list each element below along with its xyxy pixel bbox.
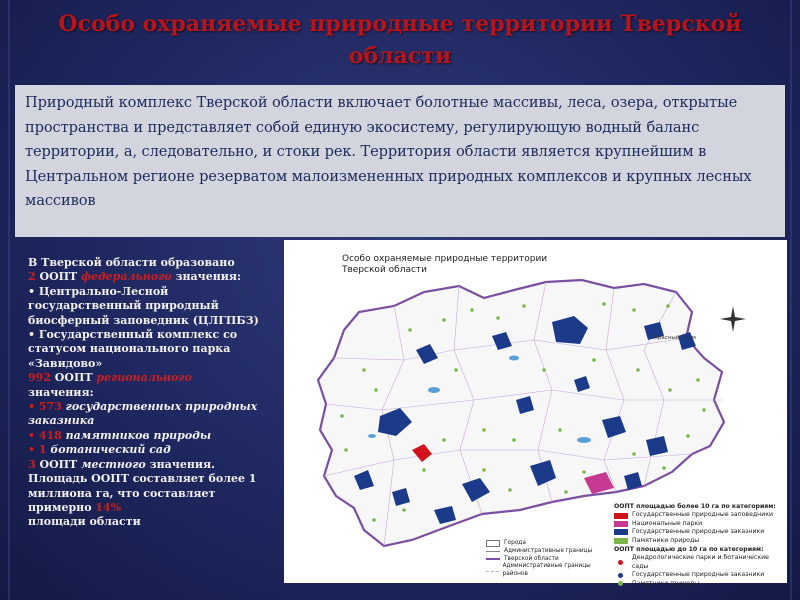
legend-item — [614, 571, 784, 579]
compass-icon — [718, 304, 748, 334]
count-value: • 1 — [28, 443, 47, 457]
legend-line — [486, 558, 500, 560]
map-legend-large — [614, 503, 784, 545]
facts-text: значения: — [28, 385, 94, 399]
town-label: Красный Холм — [654, 335, 696, 341]
legend-item — [614, 511, 784, 519]
category-label: регионального — [96, 371, 192, 385]
facts-panel — [28, 256, 263, 530]
legend-item — [614, 554, 784, 571]
facts-text: ООПТ — [50, 371, 97, 385]
legend-dot — [618, 573, 623, 578]
facts-item — [28, 443, 263, 457]
legend-item — [486, 548, 606, 556]
legend-item — [614, 580, 784, 588]
legend-label: Государственные природные заповедники — [632, 511, 773, 519]
count-value: 3 — [28, 457, 36, 471]
facts-text: памятников природы — [61, 428, 212, 442]
legend-item — [486, 563, 606, 579]
map-title: Особо охраняемые природные территории Тверской области — [342, 254, 548, 275]
facts-text: ООПТ — [35, 270, 82, 284]
legend-heading: ООПТ площадью до 10 га по категориям: — [614, 546, 764, 553]
legend-label: Административные границы районов — [502, 563, 591, 578]
legend-label: Тверской области — [504, 555, 559, 562]
legend-dot — [618, 581, 623, 586]
legend-label: Административные границы — [504, 547, 593, 554]
legend-label: Государственные природные заказники — [632, 528, 765, 536]
facts-item — [28, 400, 263, 429]
legend-swatch — [614, 521, 628, 527]
count-value: • 418 — [28, 428, 62, 442]
legend-label: Государственные природные заказники — [632, 571, 765, 579]
legend-label: Города — [504, 540, 526, 546]
facts-line — [28, 458, 263, 472]
legend-item — [614, 520, 784, 528]
map-legend-small — [614, 546, 784, 588]
count-value: 992 — [28, 371, 51, 385]
facts-text: ботанический сад — [46, 443, 171, 457]
legend-swatch — [614, 529, 628, 535]
facts-text: значения. — [145, 457, 215, 471]
legend-swatch — [486, 540, 500, 547]
facts-line: площади области — [28, 515, 141, 529]
map-legend-boundaries — [486, 540, 606, 579]
facts-line: В Тверской области образовано — [28, 256, 235, 269]
category-label: федерального — [81, 270, 172, 284]
legend-swatch — [614, 538, 628, 544]
facts-text: значения: — [171, 270, 242, 284]
intro-box — [15, 85, 785, 237]
percent-value: 14% — [95, 500, 122, 514]
facts-text: Площадь ООПТ составляет более 1 миллиона га, что составляет примерно — [28, 472, 257, 514]
legend-swatch — [614, 513, 628, 519]
category-label: местного — [81, 457, 146, 471]
facts-item — [28, 429, 263, 443]
count-value: 2 — [28, 270, 36, 284]
legend-label: Памятники природы — [632, 536, 700, 544]
legend-item — [486, 540, 606, 548]
legend-heading: ООПТ площадью более 10 га по категориям: — [614, 503, 776, 510]
intro-text: Природный комплекс Тверской области включает болотные массивы, леса, озера, открытые пространства и представляет собой единую экосистему, регулирующую водный баланс территории, а, следовательно, и стоки рек. Территория области является крупнейшим в Центральном регионе резерватом малоизмененных природных комплексов и крупных лесных массивов — [25, 94, 752, 210]
legend-item — [486, 556, 606, 564]
facts-line — [28, 270, 263, 284]
legend-label: Памятники природы — [632, 579, 700, 587]
legend-item — [614, 537, 784, 545]
legend-label: Национальные парки — [632, 519, 703, 527]
legend-label: Дендрологические парки и ботанические сады — [631, 554, 769, 570]
slide-title: Особо охраняемые природные территории Тверской области — [58, 11, 742, 69]
facts-text: государственных природных заказника — [28, 400, 258, 428]
facts-bullet: • Государственный комплекс со статусом национального парка «Завидово» — [28, 328, 238, 370]
legend-line — [486, 551, 500, 552]
facts-bullet: • Центрально-Лесной государственный природный биосферный заповедник (ЦЛГПБЗ) — [28, 284, 259, 327]
count-value: • 573 — [28, 400, 62, 414]
legend-item — [614, 528, 784, 536]
facts-text: ООПТ — [35, 457, 82, 471]
facts-line — [28, 371, 263, 400]
legend-dot — [618, 560, 623, 565]
facts-line — [28, 472, 263, 515]
legend-line — [486, 571, 499, 572]
map-panel — [284, 240, 787, 587]
